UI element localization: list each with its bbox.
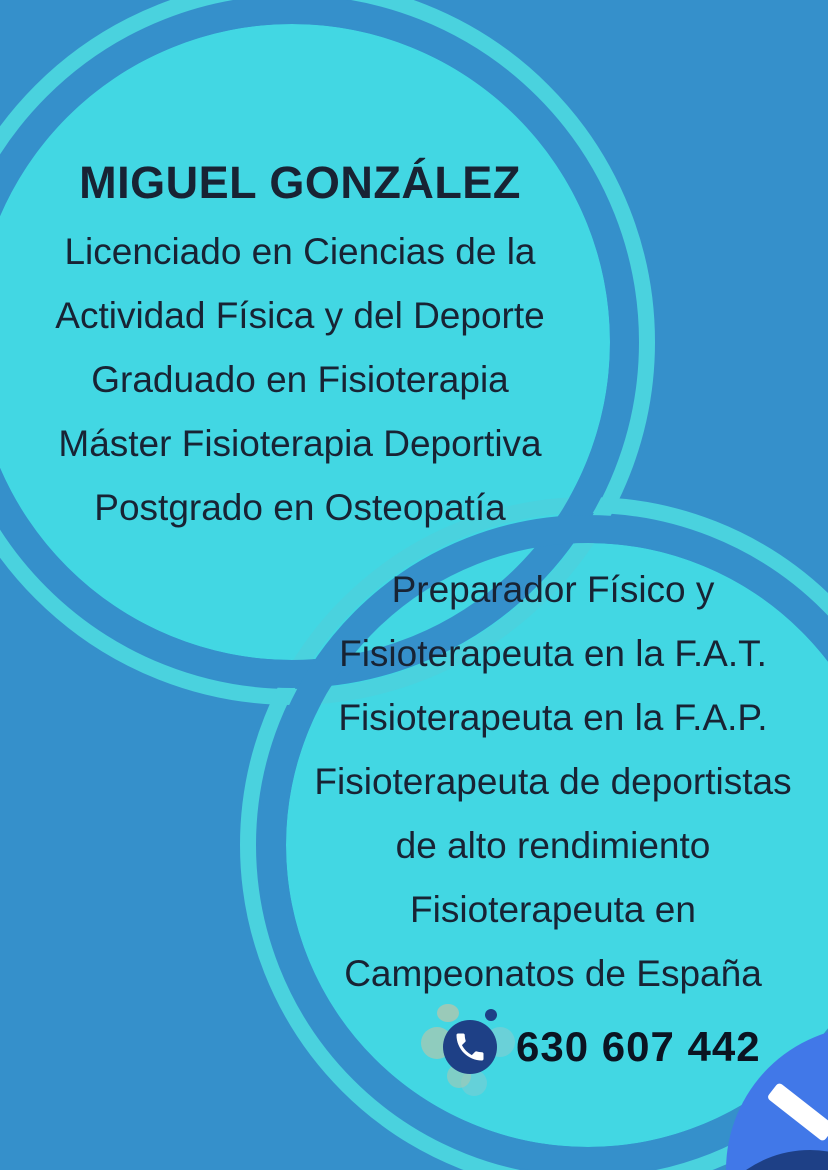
credential-line: Campeonatos de España bbox=[344, 953, 762, 994]
bottom-circle-text bbox=[268, 558, 828, 1006]
phone-badge-circle bbox=[443, 1020, 497, 1074]
top-circle-text bbox=[10, 220, 590, 540]
credential-line: Licenciado en Ciencias de la bbox=[64, 231, 536, 272]
poster-title: MIGUEL GONZÁLEZ bbox=[79, 157, 521, 208]
credential-line: Fisioterapeuta en la F.A.T. bbox=[339, 633, 767, 674]
credential-line: Graduado en Fisioterapia bbox=[91, 359, 509, 400]
phone-badge-dot bbox=[485, 1009, 497, 1021]
credential-line: Fisioterapeuta de deportistas bbox=[314, 761, 792, 802]
credential-line: Fisioterapeuta en la F.A.P. bbox=[338, 697, 768, 738]
credential-line: Preparador Físico y bbox=[391, 569, 715, 610]
credential-line: Postgrado en Osteopatía bbox=[94, 487, 506, 528]
decorative-blob bbox=[437, 1004, 459, 1022]
phone-number[interactable]: 630 607 442 bbox=[516, 1023, 761, 1070]
credential-line: Fisioterapeuta en bbox=[410, 889, 696, 930]
credential-line: Máster Fisioterapia Deportiva bbox=[58, 423, 542, 464]
credential-line: Actividad Física y del Deporte bbox=[55, 295, 545, 336]
credential-line: de alto rendimiento bbox=[395, 825, 711, 866]
